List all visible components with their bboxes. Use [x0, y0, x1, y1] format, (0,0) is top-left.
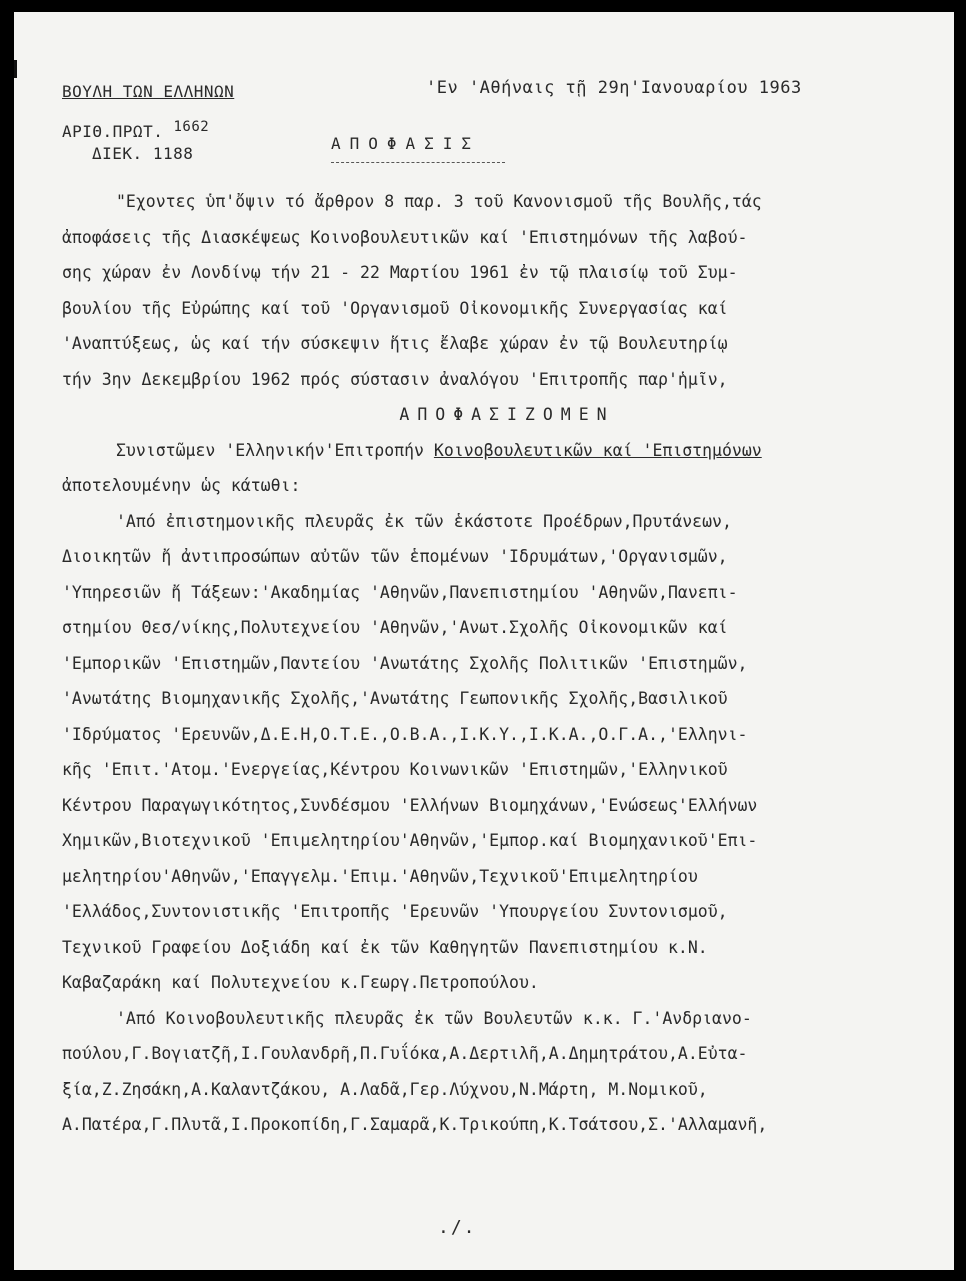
protocol-label: ΑΡΙΘ.ΠΡΩΤ.: [62, 122, 164, 141]
text-line: βουλίου τῆς Εὐρώπης καί τοῦ 'Οργανισμοῦ Οἰκονομικῆς Συνεργασίας καί: [62, 298, 728, 318]
decision-heading: ΑΠΟΦΑΣΙΖΟΜΕΝ: [399, 405, 615, 424]
text-line: μελητηρίου'Αθηνῶν,'Επαγγελμ.'Επιμ.'Αθηνῶν,Τεχνικοῦ'Επιμελητηρίου: [62, 866, 698, 886]
text-line: κῆς 'Επιτ.'Ατομ.'Ενεργείας,Κέντρου Κοινωνικῶν 'Επιστημῶν,'Ελληνικοῦ: [62, 760, 728, 779]
text-line: πούλου,Γ.Βογιατζῆ,Ι.Γουλανδρῆ,Π.Γυΐόκα,Α.Δερτιλῆ,Α.Δημητράτου,Α.Εὐτα-: [62, 1044, 748, 1063]
document-heading: ΑΠΟΦΑΣΙΣ: [331, 134, 481, 153]
document-body: [62, 184, 912, 1143]
heading-rule: [331, 162, 505, 163]
text-line: [62, 433, 912, 469]
text-line: 'Ανωτάτης Βιομηχανικῆς Σχολῆς,'Ανωτάτης Γεωπονικῆς Σχολῆς,Βασιλικοῦ: [62, 689, 728, 708]
text-line: 'Από ἐπιστημονικῆς πλευρᾶς ἐκ τῶν ἑκάστοτε Προέδρων,Πρυτάνεων,: [116, 511, 732, 531]
division-number: [92, 144, 193, 163]
text-line: ξία,Ζ.Ζησάκη,Α.Καλαντζάκου, Α.Λαδᾶ,Γερ.Λύχνου,Ν.Μάρτη, Μ.Νομικοῦ,: [62, 1079, 708, 1099]
text-line: Διοικητῶν ἤ ἀντιπροσώπων αὐτῶν τῶν ἑπομένων 'Ιδρυμάτων,'Οργανισμῶν,: [62, 547, 728, 566]
continuation-mark: ./.: [438, 1217, 477, 1238]
text-line: σης χώραν ἐν Λονδίνῳ τήν 21 - 22 Μαρτίου 1961 ἐν τῷ πλαισίῳ τοῦ Συμ-: [62, 263, 738, 282]
protocol-value: 1662: [173, 119, 210, 135]
division-label: ΔΙΕΚ.: [92, 144, 143, 163]
margin-mark: [14, 60, 17, 78]
text-line: Καβαζαράκη καί Πολυτεχνείου κ.Γεωργ.Πετροπούλου.: [62, 973, 539, 992]
text-line: ἀποτελουμένην ὡς κάτωθι:: [62, 476, 301, 495]
text-line: Κέντρου Παραγωγικότητος,Συνδέσμου 'Ελλήνων Βιομηχάνων,'Ενώσεως'Ελλήνων: [62, 795, 758, 815]
text-line: στημίου Θεσ/νίκης,Πολυτεχνείου 'Αθηνῶν,'Ανωτ.Σχολῆς Οἰκονομικῶν καί: [62, 618, 728, 637]
protocol-number: [62, 119, 210, 141]
text-fragment: Συνιστῶμεν: [116, 440, 216, 460]
text-line: Α.Πατέρα,Γ.Πλυτᾶ,Ι.Προκοπίδη,Γ.Σαμαρᾶ,Κ.Τρικούπη,Κ.Τσάτσου,Σ.'Αλλαμανῆ,: [62, 1115, 768, 1134]
text-line: Χημικῶν,Βιοτεχνικοῦ 'Επιμελητηρίου'Αθηνῶν,'Εμπορ.καί Βιομηχανικοῦ'Επι-: [62, 831, 758, 850]
text-line: 'Εμπορικῶν 'Επιστημῶν,Παντείου 'Ανωτάτης Σχολῆς Πολιτικῶν 'Επιστημῶν,: [62, 653, 748, 673]
text-line: "Εχοντες ὑπ'ὄψιν τό ἄρθρον 8 παρ. 3 τοῦ Κανονισμοῦ τῆς Βουλῆς,τάς: [116, 192, 762, 211]
document-page: [14, 12, 954, 1270]
text-line: 'Αναπτύξεως, ὡς καί τήν σύσκεψιν ἥτις ἔλαβε χώραν ἐν τῷ Βουλευτηρίῳ: [62, 334, 728, 353]
text-line: 'Ιδρύματος 'Ερευνῶν,Δ.Ε.Η,Ο.Τ.Ε.,Ο.Β.Α.,Ι.Κ.Υ.,Ι.Κ.Α.,Ο.Γ.Α.,'Ελληνι-: [62, 724, 748, 744]
text-line: τήν 3ην Δεκεμβρίου 1962 πρός σύστασιν ἀναλόγου 'Επιτροπῆς παρ'ἡμῖν,: [62, 369, 728, 389]
text-line: 'Ελλάδος,Συντονιστικῆς 'Επιτροπῆς 'Ερευνῶν 'Υπουργείου Συντονισμοῦ,: [62, 902, 728, 921]
institution-header: ΒΟΥΛΗ ΤΩΝ ΕΛΛΗΝΩΝ: [62, 82, 235, 101]
committee-name: Κοινοβουλευτικῶν καί 'Επιστημόνων: [433, 440, 762, 460]
text-line: 'Υπηρεσιῶν ἤ Τάξεων:'Ακαδημίας 'Αθηνῶν,Πανεπιστημίου 'Αθηνῶν,Πανεπι-: [62, 582, 738, 602]
text-line: ἀποφάσεις τῆς Διασκέψεως Κοινοβουλευτικῶν καί 'Επιστημόνων τῆς λαβού-: [62, 227, 748, 247]
division-value: 1188: [152, 144, 194, 163]
text-fragment: 'Ελληνικήν'Επιτροπήν: [225, 440, 424, 460]
text-line: 'Από Κοινοβουλευτικῆς πλευρᾶς ἐκ τῶν Βουλευτῶν κ.κ. Γ.'Ανδριανο-: [116, 1008, 752, 1028]
place-date: 'Εν 'Αθήναις τῇ 29η'Ιανουαρίου 1963: [426, 78, 802, 98]
text-line: Τεχνικοῦ Γραφείου Δοξιάδη καί ἐκ τῶν Καθηγητῶν Πανεπιστημίου κ.Ν.: [62, 937, 708, 957]
